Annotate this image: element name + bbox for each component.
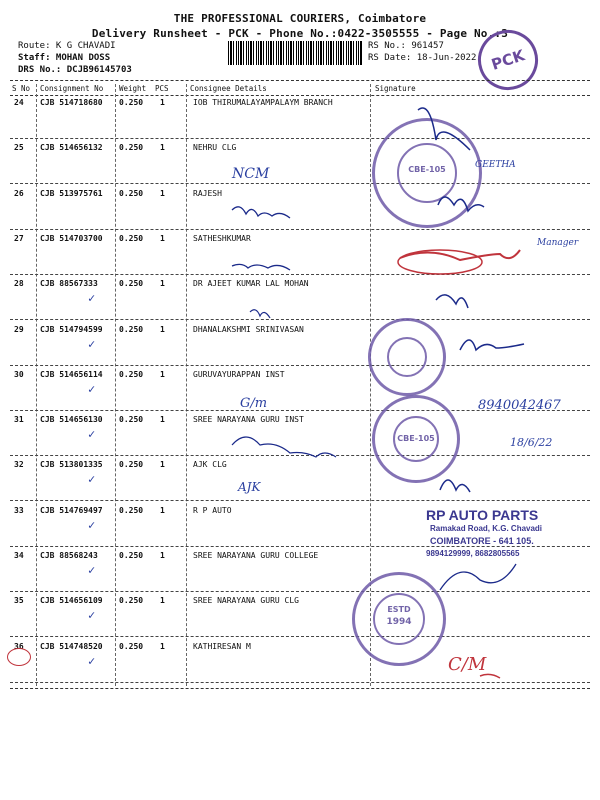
consignee-cell: KATHIRESAN M	[193, 641, 251, 651]
consignment-cell: CJB 513801335	[40, 460, 103, 470]
handwriting-date: 18/6/22	[510, 436, 553, 449]
pcs-cell: 1	[160, 641, 165, 651]
weight-cell: 0.250	[119, 505, 144, 515]
pcs-cell: 1	[160, 143, 165, 153]
weight-cell: 0.250	[119, 415, 144, 425]
tick-mark-icon: ✓	[88, 608, 96, 623]
consignee-cell: NEHRU CLG	[193, 143, 237, 153]
consignee-cell: SREE NARAYANA GURU INST	[193, 415, 304, 425]
pcs-cell: 1	[160, 233, 165, 243]
consignee-cell: IOB THIRUMALAYAMPALAYM BRANCH	[193, 98, 333, 107]
consignment-cell: CJB 88568243	[40, 551, 98, 560]
consignment-cell: CJB 514656109	[40, 596, 103, 606]
weight-cell: 0.250	[119, 596, 144, 606]
pcs-cell: 1	[160, 98, 165, 107]
pcs-cell: 1	[160, 551, 165, 560]
handwriting-ajk: AJK	[238, 480, 261, 494]
consignment-cell: CJB 514656132	[40, 143, 103, 153]
sno-cell: 26	[14, 188, 24, 198]
tick-mark-icon: ✓	[88, 291, 96, 306]
tick-mark-icon: ✓	[88, 563, 96, 577]
weight-cell: 0.250	[119, 551, 144, 560]
rp-auto-stamp-phone: 9894129999, 8682805565	[426, 549, 520, 558]
bottom-divider	[10, 688, 590, 689]
handwriting-geetha: GEETHA	[475, 160, 516, 170]
sno-cell: 34	[14, 551, 24, 560]
consignee-cell: DHANALAKSHMI SRINIVASAN	[193, 324, 304, 334]
sno-cell: 29	[14, 324, 24, 334]
pcs-cell: 1	[160, 188, 165, 198]
sno-cell: 33	[14, 505, 24, 515]
sno-cell: 31	[14, 415, 24, 425]
consignment-cell: CJB 514656130	[40, 415, 103, 425]
handwriting-gm: G/m	[240, 396, 268, 411]
tick-mark-icon: ✓	[88, 381, 96, 396]
rs-date: RS Date: 18-Jun-2022	[368, 53, 477, 63]
consignee-cell: SREE NARAYANA GURU CLG	[193, 596, 299, 606]
nehru-college-stamp: CBE-105	[372, 118, 482, 228]
consignee-cell: SREE NARAYANA GURU COLLEGE	[193, 551, 319, 560]
pcs-cell: 1	[160, 369, 165, 379]
col-signature: Signature	[375, 84, 416, 93]
consignment-cell: CJB 88567333	[40, 279, 98, 289]
consignment-cell: CJB 513975761	[40, 188, 103, 198]
sno-cell: 28	[14, 279, 24, 289]
sno-cell: 30	[14, 369, 24, 379]
rp-auto-stamp-city: COIMBATORE - 641 105.	[430, 536, 534, 546]
col-consignee: Consignee Details	[190, 84, 267, 93]
sno-cell: 35	[14, 596, 24, 606]
col-consignment: Consignment No	[40, 84, 104, 93]
col-sno: S No	[12, 84, 31, 93]
consignment-cell: CJB 514656114	[40, 369, 103, 379]
sno-cell: 25	[14, 143, 24, 153]
col-pcs: PCS	[155, 84, 169, 93]
weight-cell: 0.250	[119, 641, 144, 651]
sno-cell: 36	[14, 641, 24, 651]
tick-mark-icon: ✓	[88, 517, 96, 532]
weight-cell: 0.250	[119, 369, 144, 379]
tick-mark-icon: ✓	[88, 427, 96, 442]
handwriting-manager: Manager	[537, 238, 579, 248]
consignment-cell: CJB 514769497	[40, 505, 103, 515]
consignment-cell: CJB 514718680	[40, 98, 103, 107]
weight-cell: 0.250	[119, 233, 144, 243]
runsheet-title: Delivery Runsheet - PCK - Phone No.:0422-3505555 - Page No.:3	[91, 27, 509, 40]
tick-mark-icon: ✓	[88, 336, 96, 351]
consignee-cell: SATHESHKUMAR	[193, 233, 251, 243]
consignment-cell: CJB 514703700	[40, 233, 103, 243]
consignment-cell: CJB 514748520	[40, 641, 103, 651]
consignee-cell: GURUVAYURAPPAN INST	[193, 369, 285, 379]
rs-number: RS No.: 961457	[368, 41, 444, 51]
pcs-cell: 1	[160, 279, 165, 289]
rp-auto-stamp-title: RP AUTO PARTS	[426, 507, 539, 523]
estd-stamp: ESTD 1994	[352, 572, 446, 666]
col-weight: Weight	[119, 84, 147, 93]
consignee-cell: AJK CLG	[193, 460, 227, 470]
sree-narayana-stamp: CBE-105	[372, 395, 460, 483]
company-title: THE PROFESSIONAL COURIERS, Coimbatore	[173, 12, 427, 25]
route-label: Route: K G CHAVADI	[18, 41, 116, 51]
drs-label: DRS No.: DCJB96145703	[18, 65, 132, 75]
consignee-cell: RAJESH	[193, 188, 222, 198]
staff-label: Staff: MOHAN DOSS	[18, 53, 111, 63]
handwriting-phone: 8940042467	[478, 398, 561, 413]
sno-cell: 32	[14, 460, 24, 470]
pcs-cell: 1	[160, 324, 165, 334]
consignment-cell: CJB 514794599	[40, 324, 103, 334]
rp-auto-stamp-address: Ramakad Road, K.G. Chavadi	[430, 524, 543, 533]
pcs-cell: 1	[160, 460, 165, 470]
weight-cell: 0.250	[119, 324, 144, 334]
pcs-cell: 1	[160, 415, 165, 425]
weight-cell: 0.250	[119, 460, 144, 470]
consignee-cell: DR AJEET KUMAR LAL MOHAN	[193, 279, 309, 289]
row-36-circle-mark	[7, 648, 31, 666]
sno-cell: 27	[14, 233, 24, 243]
weight-cell: 0.250	[119, 279, 144, 289]
weight-cell: 0.250	[119, 188, 144, 198]
tick-mark-icon: ✓	[88, 472, 96, 487]
handwriting-ncm: NCM	[232, 166, 270, 182]
tick-mark-icon: ✓	[88, 653, 96, 668]
pck-stamp: PCK	[470, 22, 546, 98]
sno-cell: 24	[14, 98, 24, 107]
weight-cell: 0.250	[119, 143, 144, 153]
pcs-cell: 1	[160, 505, 165, 515]
handwriting-cm: C/M	[448, 654, 487, 675]
pcs-cell: 1	[160, 596, 165, 606]
weight-cell: 0.250	[119, 98, 144, 107]
consignee-cell: R P AUTO	[193, 505, 232, 515]
